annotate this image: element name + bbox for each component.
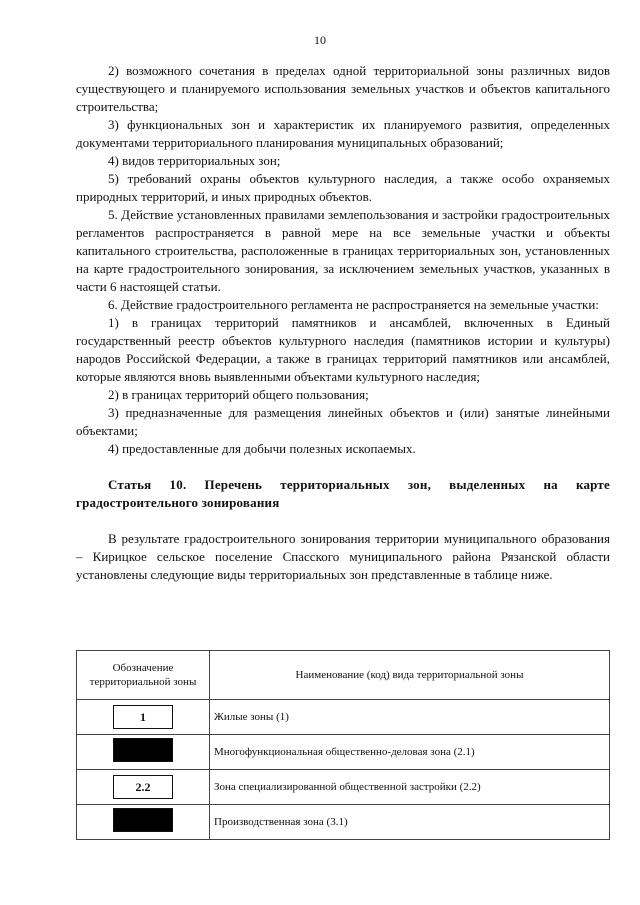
intro-paragraph: В результате градостроительного зонирования территории муниципального образования – Кирицкое сельское поселение Спасского муниципального района Рязанской области установлены следующие виды территориальных зон представленные в таблице ниже. bbox=[76, 531, 610, 582]
table-header-row bbox=[77, 651, 610, 700]
paragraph: 5) требований охраны объектов культурного наследия, а также особо охраняемых природных территорий, и иных природных объектов. bbox=[76, 171, 610, 204]
zone-name: Многофункциональная общественно-деловая зона (2.1) bbox=[210, 735, 610, 770]
paragraph: 1) в границах территорий памятников и ансамблей, включенных в Единый государственный реестр объектов культурного наследия (памятников истории и культуры) народов Российской Федерации, а также в границах территорий памятников или ансамблей, которые являются вновь выявленными объектами культурного наследия; bbox=[76, 315, 610, 384]
zone-name: Жилые зоны (1) bbox=[210, 700, 610, 735]
zones-table bbox=[76, 650, 610, 840]
paragraph: 6. Действие градостроительного регламента не распространяется на земельные участки: bbox=[108, 297, 599, 312]
header-name: Наименование (код) вида территориальной зоны bbox=[210, 651, 610, 700]
zone-code-box: 1 bbox=[113, 705, 173, 729]
zone-name: Производственная зона (3.1) bbox=[210, 805, 610, 840]
table-row bbox=[77, 700, 610, 735]
zone-code-box-filled bbox=[113, 738, 173, 762]
document-body bbox=[76, 62, 610, 584]
article-heading: Статья 10. Перечень территориальных зон, выделенных на карте градостроительного зонирования bbox=[76, 477, 610, 510]
zone-name: Зона специализированной общественной застройки (2.2) bbox=[210, 770, 610, 805]
paragraph: 4) видов территориальных зон; bbox=[108, 153, 281, 168]
paragraph: 4) предоставленные для добычи полезных ископаемых. bbox=[108, 441, 416, 456]
header-code: Обозначение территориальной зоны bbox=[77, 651, 210, 700]
paragraph: 2) возможного сочетания в пределах одной территориальной зоны различных видов существующего и планируемого использования земельных участков и объектов капитального строительства; bbox=[76, 63, 610, 114]
table-row bbox=[77, 770, 610, 805]
page-number: 10 bbox=[314, 33, 326, 47]
paragraph: 5. Действие установленных правилами землепользования и застройки градостроительных регламентов распространяется в равной мере на все земельные участки и объекты капитального строительства, расположенные в границах территориальных зон, установленных на карте градостроительного зонирования, за исключением земельных участков, указанных в части 6 настоящей статьи. bbox=[76, 207, 610, 294]
paragraph: 3) функциональных зон и характеристик их планируемого развития, определенных документами территориального планирования муниципальных образований; bbox=[76, 117, 610, 150]
table-row bbox=[77, 735, 610, 770]
paragraph: 3) предназначенные для размещения линейных объектов и (или) занятые линейными объектами; bbox=[76, 405, 610, 438]
table-row bbox=[77, 805, 610, 840]
paragraph: 2) в границах территорий общего пользования; bbox=[108, 387, 369, 402]
zone-code-box-filled bbox=[113, 808, 173, 832]
zone-code-box: 2.2 bbox=[113, 775, 173, 799]
